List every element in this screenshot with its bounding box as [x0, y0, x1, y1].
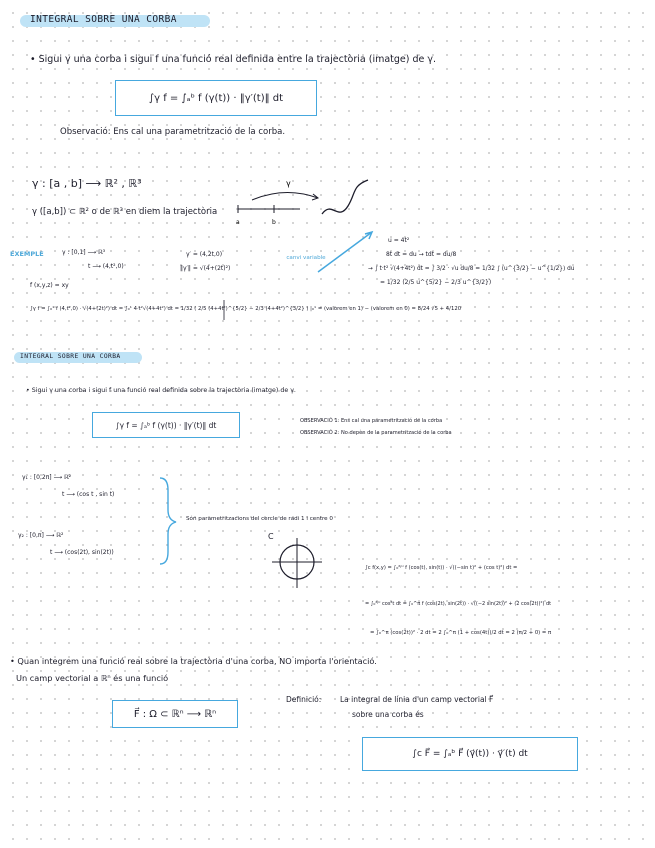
- change-variable-arrow: [318, 232, 372, 272]
- parametrization-brace: [160, 478, 176, 564]
- vector-field-box: [112, 700, 238, 728]
- gamma-image-text: γ ([a,b]) ⊂ ℝ² o de ℝ³ en diem la trajectòria: [32, 207, 218, 217]
- example-gamma-line2: t ⟶ (4,t²,0): [88, 263, 124, 270]
- curve-definition-text-2: • Sigui γ una corba i sigui f una funció real definida sobre la trajectòria (imatge) de γ.: [26, 387, 296, 394]
- interval-b-label: b: [272, 219, 276, 226]
- mapping-gamma-label: γ: [286, 179, 291, 188]
- example-label: EXEMPLE: [10, 250, 44, 258]
- curve-definition-text: • Sigui γ una corba i sigui f una funció real definida entre la trajectòria (imatge) de γ.: [30, 54, 437, 65]
- circle-label: C: [268, 532, 274, 541]
- observation-1: OBSERVACIÓ 1: Ens cal una parametrització de la corba: [300, 418, 443, 424]
- observation-text: Observació: Ens cal una parametrització de la corba.: [60, 127, 286, 137]
- gamma1-line1: γ₁ : [0,2π] ⟶ ℝ²: [22, 474, 72, 481]
- substitution-integral-2: = 1/32 (2/5 u^{5/2} − 2/3 u^{3/2}): [380, 279, 492, 286]
- substitution-line2: 8t dt = du → tdt = du/8: [386, 251, 457, 258]
- example-derivative: γ′ = (4,2t,0): [186, 251, 223, 258]
- line-integral-formula-box: [115, 80, 317, 116]
- definition-label: Definició:: [286, 695, 322, 704]
- example-main-computation: ∫γ f = ∫₀¹ f (4,t²,0) · √(4+(2t)²) dt = ∫₀¹ 4·t²√(4+4t²) dt = 1/32 ( 2/5 (4+4t²)^{5/2} − 2/3 (4+4t²)^{3/2} ) |₀¹ = (valorem en 1) − (valorem en 0) = 8/24 √5 + 4/120: [30, 306, 462, 312]
- circle-calc-1: ∫c f(x,y) = ∫₀²ᵖⁱ f (cos(t), sin(t)) · √((−sin t)² + (cos t)²) dt =: [365, 565, 518, 571]
- circle-calc-3: = ∫₀^π (cos(2t))² · 2 dt = 2 ∫₀^π (1 + cos(4t))/2 dt = 2 (π/2 + 0) = π: [370, 630, 552, 636]
- vector-field-formula: F⃗ : Ω ⊂ ℝⁿ ⟶ ℝⁿ: [133, 708, 217, 720]
- vector-field-intro: Un camp vectorial a ℝⁿ és una funció: [16, 673, 169, 683]
- substitution-integral-1: → ∫ t·t² √(4+4t²) dt = ∫ 3/2 · √u du/8 = 1/32 ∫ (u^{3/2} − u^{1/2}) du: [368, 266, 575, 272]
- example-norm: ‖γ′‖ = √(4+(2t)²): [180, 265, 231, 272]
- example-f-def: f (x,y,z) = xy: [30, 282, 69, 289]
- line-integral-formula-2: ∫γ f = ∫ₐᵇ f (γ(t)) · ‖γ′(t)‖ dt: [115, 420, 217, 430]
- interval-a-label: a: [236, 219, 240, 226]
- change-variable-arrowhead: [365, 232, 372, 239]
- observation-2: OBSERVACIÓ 2: No depèn de la parametrització de la corba: [300, 430, 452, 436]
- unit-circle: [280, 545, 314, 579]
- line-integral-vector-formula: ∫c F⃗ = ∫ₐᵇ F⃗ (γ⃗(t)) · γ⃗′(t) dt: [412, 749, 528, 759]
- definition-text-1: La integral de línia d'un camp vectorial F⃗: [340, 695, 494, 704]
- gamma1-line2: t ⟶ (cos t , sin t): [62, 491, 115, 498]
- gamma-map: γ : [a , b] ⟶ ℝ² , ℝ³: [32, 177, 142, 190]
- circle-calc-2: = ∫₀²ᵖⁱ cos²t dt = ∫₀^π f (cos(2t), sin(2t)) · √((−2 sin(2t))² + (2 cos(2t))²) dt: [365, 601, 552, 607]
- parametrization-note: Són parametritzacions del cercle de radi 1 i centre 0: [186, 516, 333, 522]
- line-integral-formula-box-2: [92, 412, 240, 438]
- gamma2-line1: γ₂ : [0,π] ⟶ ℝ²: [18, 532, 64, 539]
- definition-text-2: sobre una corba és: [352, 710, 424, 719]
- change-variable-note: canvi variable: [286, 255, 326, 261]
- orientation-statement: • Quan integrem una funció real sobre la trajectòria d'una corba, NO importa l'orientació.: [10, 656, 377, 666]
- gamma2-line2: t ⟶ (cos(2t), sin(2t)): [50, 549, 114, 556]
- section-title-2: INTEGRAL SOBRE UNA CORBA: [20, 353, 121, 360]
- line-integral-vector-box: [362, 737, 578, 771]
- section-title-1: INTEGRAL SOBRE UNA CORBA: [30, 14, 177, 25]
- mapping-arrowhead: [312, 194, 318, 200]
- example-gamma-line1: γ : [0,1] ⟶ ℝ³: [62, 249, 106, 256]
- mapping-arrow: [252, 192, 318, 200]
- line-integral-formula: ∫γ f = ∫ₐᵇ f (γ(t)) · ‖γ′(t)‖ dt: [148, 92, 284, 104]
- trajectory-curve: [322, 180, 368, 214]
- substitution-line1: u = 4t²: [388, 237, 410, 244]
